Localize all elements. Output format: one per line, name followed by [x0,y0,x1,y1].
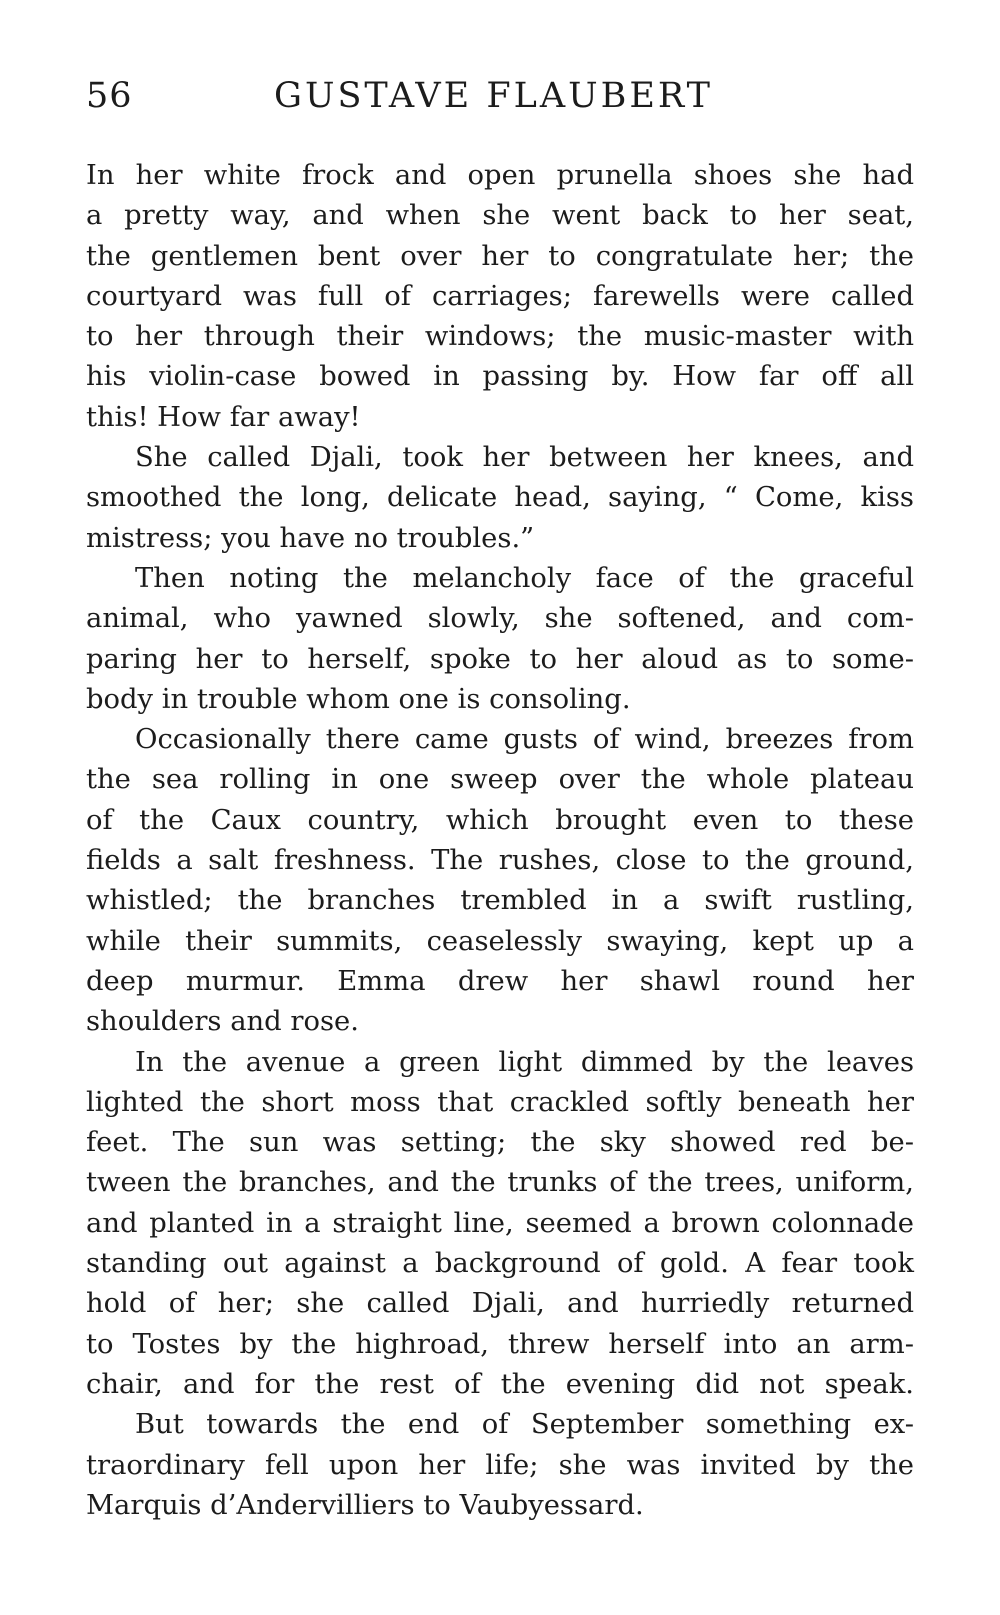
text-line: mistress; you have no troubles.” [86,522,535,554]
text-line: to her through their windows; the music-master with [86,321,914,353]
paragraph-start-line: Then noting the melancholy face of the graceful [135,562,914,594]
text-line: whistled; the branches trembled in a swift rustling, [86,885,914,917]
text-line: smoothed the long, delicate head, saying, “ Come, kiss [86,482,914,514]
body-text [86,156,914,1526]
text-line: chair, and for the rest of the evening did not speak. [86,1368,914,1400]
text-line: and planted in a straight line, seemed a brown colonnade [86,1207,914,1239]
paragraph-start-line: Occasionally there came gusts of wind, breezes from [135,724,914,756]
text-line: feet. The sun was setting; the sky showed red be- [86,1127,914,1159]
paragraph-start-line: She called Djali, took her between her knees, and [135,442,914,474]
text-line: hold of her; she called Djali, and hurriedly returned [86,1288,914,1320]
text-line: to Tostes by the highroad, threw herself into an arm- [86,1328,914,1360]
text-line: a pretty way, and when she went back to her seat, [86,200,914,232]
paragraph-start-line: But towards the end of September something ex- [135,1409,914,1441]
text-line: standing out against a background of gold. A fear took [86,1248,914,1280]
text-line: while their summits, ceaselessly swaying, kept up a [86,925,914,957]
text-line: this! How far away! [86,401,361,433]
text-line: his violin-case bowed in passing by. How far off all [86,361,914,393]
text-line: animal, who yawned slowly, she softened, and com- [86,603,914,635]
book-title: GUSTAVE FLAUBERT [274,76,713,116]
text-line: of the Caux country, which brought even to these [86,804,914,836]
paragraph-start-line: In the avenue a green light dimmed by the leaves [135,1046,914,1078]
text-line: lighted the short moss that crackled softly beneath her [86,1086,914,1118]
text-line: body in trouble whom one is consoling. [86,683,631,715]
text-line: the gentlemen bent over her to congratulate her; the [86,240,914,272]
text-line: paring her to herself, spoke to her aloud as to some- [86,643,914,675]
text-line: deep murmur. Emma drew her shawl round her [86,965,914,997]
page-number: 56 [86,76,133,116]
text-line: fields a salt freshness. The rushes, close to the ground, [86,845,914,877]
text-line: courtyard was full of carriages; farewells were called [86,280,914,312]
text-line: In her white frock and open prunella shoes she had [86,160,914,191]
text-line: traordinary fell upon her life; she was invited by the [86,1449,914,1481]
text-line: shoulders and rose. [86,1006,359,1038]
text-line: the sea rolling in one sweep over the whole plateau [86,764,914,796]
text-line: tween the branches, and the trunks of the trees, uniform, [86,1167,914,1199]
running-head [86,76,914,126]
text-line: Marquis d’Andervilliers to Vaubyessard. [86,1489,644,1521]
